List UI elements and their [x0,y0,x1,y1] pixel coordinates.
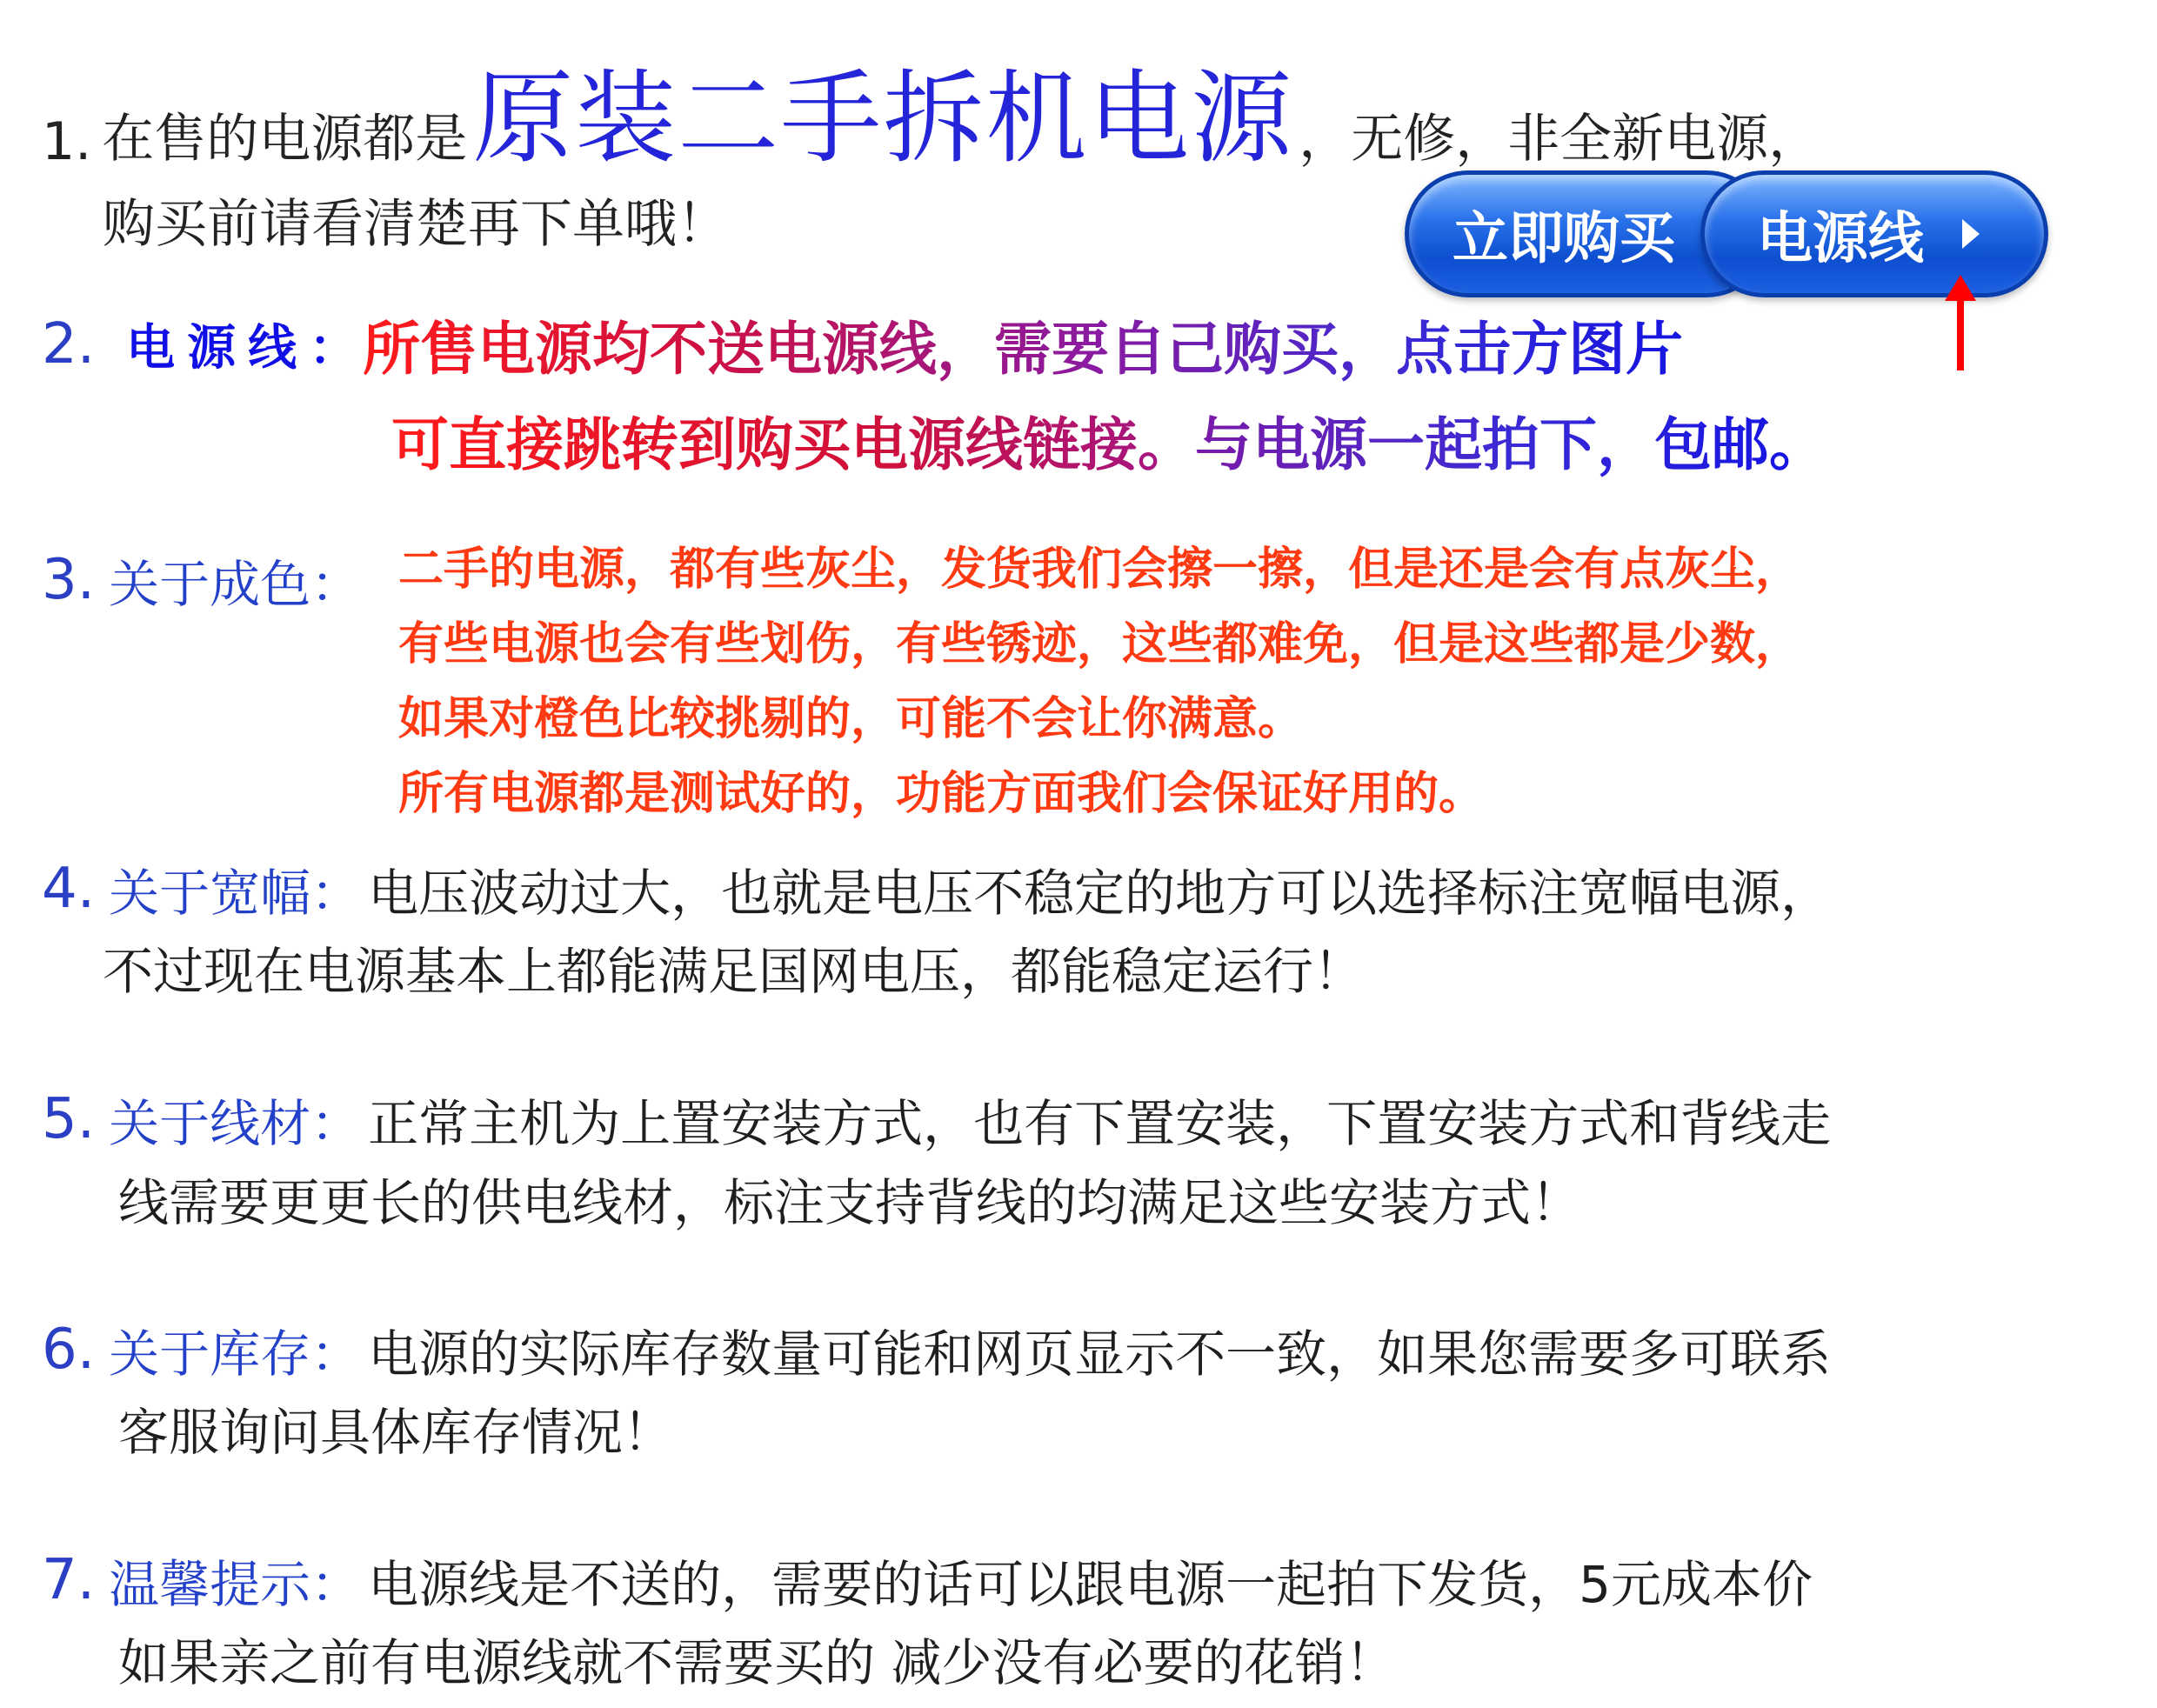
item3-line-4: 所有电源都是测试好的，功能方面我们会保证好用的。 [398,768,1485,820]
up-arrow-icon [1957,294,1964,370]
item5-number: 5. [42,1087,96,1151]
item1-number: 1. [42,111,92,172]
item1-line1 [42,59,1821,178]
item5-line1 [42,1083,1831,1156]
item4-line1 [42,852,1831,925]
item1-highlight: 原装二手拆机电源 [472,60,1294,178]
power-cord-button[interactable] [1700,170,2048,297]
item2-text-line2a: 可直接跳转到购买电源线链接。 [391,398,1195,481]
item5-text-line2: 线需要更更长的供电线材，标注支持背线的均满足这些安装方式！ [118,1173,1582,1232]
item2-colon: ： [309,319,358,377]
item4-text-line1: 电压波动过大，也就是电压不稳定的地方可以选择标注宽幅电源， [368,864,1832,923]
item1-line2: 购买前请看清楚再下单哦！ [103,194,729,255]
item2-line2 [391,398,1826,481]
item2-text-line1: 所售电源均不送电源线，需要自己购买，点击方图片 [363,303,1683,385]
item4-text-line2: 不过现在电源基本上都能满足国网电压，都能稳定运行！ [103,942,1365,1001]
power-cord-label: 电源线 [1757,207,1924,271]
buy-now-label: 立即购买 [1452,207,1675,271]
item3-heading [42,544,361,617]
item7-text-line2: 如果亲之前有电源线就不需要买的 减少没有必要的花销！ [118,1633,1396,1692]
item6-text-line1: 电源的实际库存数量可能和网页显示不一致，如果您需要多可联系 [368,1324,1832,1384]
item4-number: 4. [42,857,96,921]
item1-suffix: ，无修，非全新电源， [1299,109,1821,170]
item3-line-3: 如果对橙色比较挑剔的，可能不会让你满意。 [398,693,1304,745]
item7-text-line1: 电源线是不送的，需要的话可以跟电源一起拍下发货，5元成本价 [368,1555,1813,1614]
item2-line1 [42,303,1683,385]
play-arrow-icon [1962,219,1980,249]
item6-label: 关于库存： [109,1324,362,1384]
item2-text-line2b: 与电源一起拍下，包邮。 [1195,398,1826,481]
item7-line1 [42,1544,1813,1617]
item3-label: 关于成色： [109,555,362,614]
item2-number: 2. [42,311,96,377]
item5-text-line1: 正常主机为上置安装方式，也有下置安装，下置安装方式和背线走 [368,1094,1832,1153]
item6-text-line2: 客服询问具体库存情况！ [118,1403,674,1462]
item3-line-1: 二手的电源，都有些灰尘，发货我们会擦一擦，但是还是会有点灰尘， [398,544,1801,596]
item7-label: 温馨提示： [109,1555,362,1614]
item6-line1 [42,1313,1831,1386]
item1-prefix: 在售的电源都是 [102,109,468,170]
item3-number: 3. [42,548,96,612]
item6-number: 6. [42,1318,96,1382]
item2-label: 电源线 [126,319,310,377]
item7-number: 7. [42,1548,96,1612]
item4-label: 关于宽幅： [109,864,362,923]
item5-label: 关于线材： [109,1094,362,1153]
item3-line-2: 有些电源也会有些划伤，有些锈迹，这些都难免，但是这些都是少数， [398,618,1801,671]
